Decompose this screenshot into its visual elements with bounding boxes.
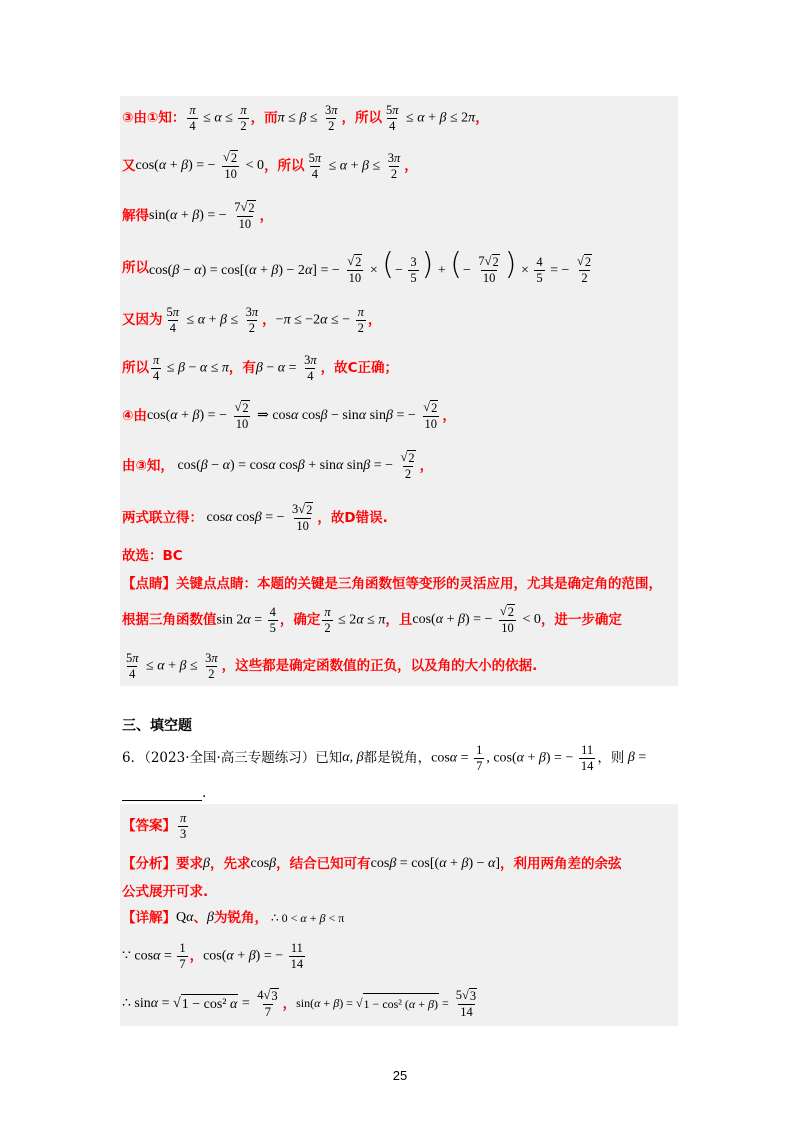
solution-line-5: 又因为 $\frac{5\pi}{4}$ ≤ α + β ≤ $\frac{3\pi}{2}$ ， −π ≤ −2α ≤ − $\frac{\pi}{2}$ ， bbox=[122, 304, 382, 335]
solution-line-4: 所以 cos(β − α) = cos[(α + β) − 2α] = − √ 2 10 × (− $\frac{3}{5}$ ) + (− 7√ 2 10 ) × $\frac{4}{5}$ = − √ 2 2 bbox=[122, 246, 592, 286]
answer-line: 【答案】 $\frac{\pi}{3}$ bbox=[122, 810, 187, 841]
solution-line-10: 故选：BC bbox=[122, 548, 183, 564]
solution-line-8: 由③知， cos(β − α) = cosα cosβ + sinα sinβ = − √ 2 2 ， bbox=[122, 450, 434, 481]
detail-line-1: 【详解】 Qα 、 β 为锐角， ∴ 0 < α + β < π bbox=[122, 910, 345, 926]
solution-line-7: ④由 cos(α + β) = − √ 2 10 ⇒ cosα cosβ − sinα sinβ = − √ 2 10 ， bbox=[122, 400, 456, 431]
solution-line-9: 两式联立得： cosα cosβ = − 3√ 2 10 ，故D错误. bbox=[122, 502, 388, 533]
analysis-line-2: 公式展开可求. bbox=[122, 884, 209, 900]
solution-line-13: $\frac{5\pi}{4}$ ≤ α + β ≤ $\frac{3\pi}{2}$ ，这些都是确定函数值的正负，以及角的大小的依据. bbox=[126, 650, 538, 681]
section-title: 三、填空题 bbox=[122, 718, 192, 734]
solution-line-6: 所以 $\frac{\pi}{4}$ ≤ β − α ≤ π ，有 β − α = $\frac{3\pi}{4}$ ，故C正确； bbox=[122, 352, 398, 383]
detail-line-3: ∴ sinα = √ 1 − cos² α = 4√ 3 7 ， sin(α + β) = √ 1 − cos² (α + β) = 5√ 3 14 bbox=[122, 988, 477, 1019]
solution-block bbox=[120, 96, 678, 686]
solution-line-11: 【点睛】关键点点睛：本题的关键是三角函数恒等变形的灵活应用，尤其是确定角的范围， bbox=[122, 576, 662, 592]
solution-line-1: ③由①知： $\frac{\pi}{4}$ ≤ α ≤ $\frac{\pi}{2}$ ，而 π ≤ β ≤ $\frac{3\pi}{2}$ ，所以 $\frac{5\pi}{4}$ ≤ α + β ≤ 2π ， bbox=[122, 102, 489, 133]
answer-blank-line: . bbox=[122, 784, 206, 802]
question-6: 6．（2023·全国·高三专题练习）已知 α, β 都是锐角， cosα = $\frac{1}{7}$ , cos(α + β) = − $\frac{11}{14}$ ，则 β = bbox=[122, 742, 647, 773]
solution-line-2: 又 cos(α + β) = − √ 2 10 < 0 ，所以 $\frac{5\pi}{4}$ ≤ α + β ≤ $\frac{3\pi}{2}$ ， bbox=[122, 150, 418, 181]
analysis-line: 【分析】要求 β ，先求 cosβ ，结合已知可有 cosβ = cos[(α + β) − α] ，利用两角差的余弦 bbox=[122, 856, 622, 872]
page-number: 25 bbox=[392, 1068, 408, 1083]
math: $\frac{\pi}{4}$ ≤ α ≤ $\frac{\pi}{2}$ bbox=[189, 102, 247, 133]
solution-line-12: 根据三角函数值 sin 2α = $\frac{4}{5}$ ，确定 $\frac{\pi}{2}$ ≤ 2α ≤ π ，且 cos(α + β) = − √ 2 10 < 0 ，进一步确定 bbox=[122, 604, 622, 635]
detail-line-2: ∵ cosα = $\frac{1}{7}$ ， cos(α + β) = − $\frac{11}{14}$ bbox=[122, 940, 304, 971]
solution-line-3: 解得 sin(α + β) = − 7√ 2 10 ， bbox=[122, 200, 274, 231]
answer-blank[interactable] bbox=[122, 786, 202, 801]
